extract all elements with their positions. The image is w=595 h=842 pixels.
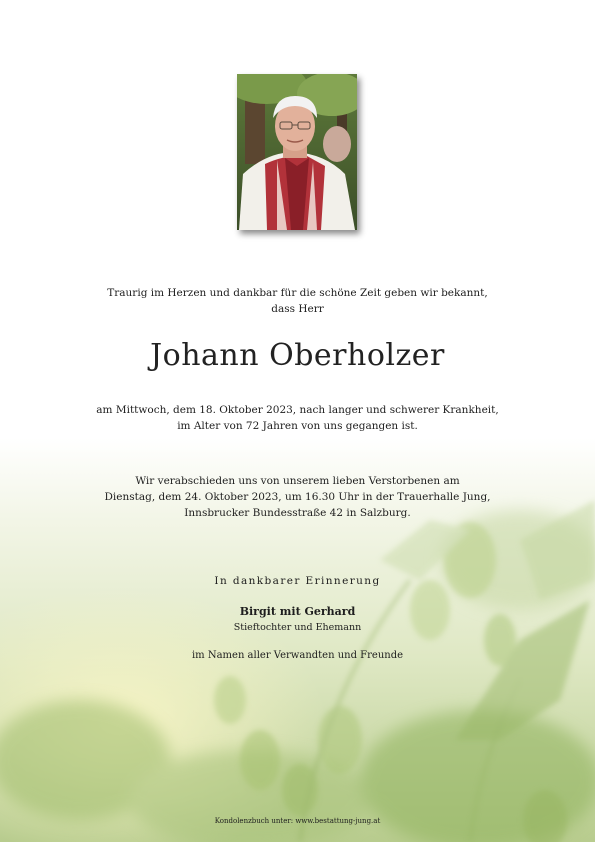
mourner-names: Birgit mit Gerhard bbox=[239, 605, 356, 618]
farewell-line-3: Innsbrucker Bundesstraße 42 in Salzburg. bbox=[184, 507, 411, 519]
farewell-notice bbox=[0, 473, 595, 521]
farewell-line-1: Wir verabschieden uns von unserem lieben Verstorbenen am bbox=[135, 475, 460, 487]
relatives-line: im Namen aller Verwandten und Freunde bbox=[191, 650, 404, 661]
death-notice bbox=[0, 402, 595, 434]
death-notice-line-1: am Mittwoch, dem 18. Oktober 2023, nach langer und schwerer Krankheit, bbox=[96, 404, 499, 416]
mourner-relation: Stieftochter und Ehemann bbox=[233, 622, 362, 633]
intro-line-1: Traurig im Herzen und dankbar für die schöne Zeit geben wir bekannt, bbox=[107, 287, 488, 299]
deceased-name: Johann Oberholzer bbox=[150, 338, 445, 373]
farewell-line-2: Dienstag, dem 24. Oktober 2023, um 16.30 Uhr in der Trauerhalle Jung, bbox=[104, 491, 491, 503]
memory-heading: In dankbarer Erinnerung bbox=[214, 575, 381, 587]
intro-text bbox=[0, 285, 595, 317]
condolence-book-link[interactable]: Kondolenzbuch unter: www.bestattung-jung.at bbox=[214, 817, 381, 825]
portrait-photo bbox=[237, 74, 357, 230]
death-notice-line-2: im Alter von 72 Jahren von uns gegangen ist. bbox=[177, 420, 418, 432]
intro-line-2: dass Herr bbox=[271, 303, 324, 315]
